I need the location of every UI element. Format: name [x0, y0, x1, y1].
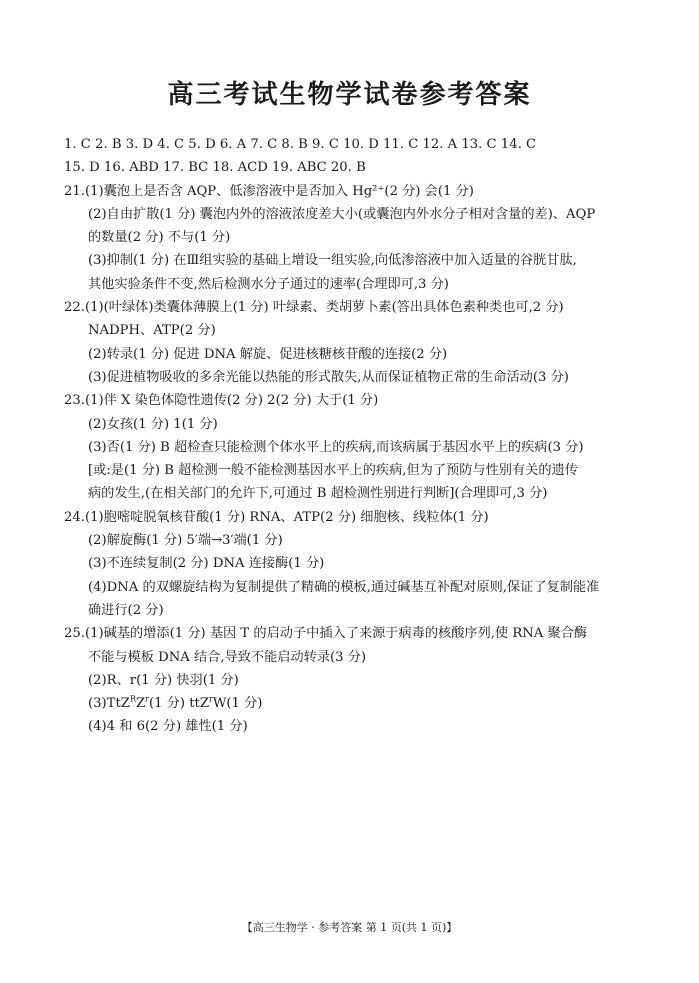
q24-line-1: 24.(1)胞嘧啶脱氧核苷酸(1 分) RNA、ATP(2 分) 细胞核、线粒体(1 分)	[64, 509, 489, 525]
q24-line-4: (4)DNA 的双螺旋结构为复制提供了精确的模板,通过碱基互补配对原则,保证了复制能准	[88, 579, 600, 595]
q25-l4-sup-r1: R	[129, 694, 136, 704]
q21-line-4: (3)抑制(1 分) 在Ⅲ组实验的基础上增设一组实验,向低渗溶液中加入适量的谷胱甘肽,	[88, 253, 577, 269]
q23-line-4: [或:是(1 分) B 超检测一般不能检测基因水平上的疾病,但为了预防与性别有关的遗传	[88, 463, 578, 479]
q21-line-5: 其他实验条件不变,然后检测水分子通过的速率(合理即可,3 分)	[88, 276, 449, 292]
page-footer: 【高三生物学 · 参考答案 第 1 页(共 1 页)】	[241, 921, 458, 934]
q21-line-2: (2)自由扩散(1 分) 囊泡内外的溶液浓度差大小(或囊泡内外水分子相对含量的差)、AQP	[88, 206, 596, 222]
q22-line-2: NADPH、ATP(2 分)	[88, 323, 216, 339]
q25-line-1: 25.(1)碱基的增添(1 分) 基因 T 的启动子中插入了来源于病毒的核酸序列,使 RNA 聚合酶	[64, 626, 588, 642]
q23-line-5: 病的发生,(在相关部门的允许下,可通过 B 超检测性别进行判断](合理即可,3 分)	[88, 486, 548, 502]
q21-line-1: 21.(1)囊泡上是否含 AQP、低渗溶液中是否加入 Hg²⁺(2 分) 会(1 分)	[64, 183, 474, 199]
q21-line-3: 的数量(2 分) 不与(1 分)	[88, 230, 231, 246]
q25-l4-part-e: (1 分) ttZ	[148, 696, 209, 712]
q25-line-4	[64, 692, 644, 715]
q25-l4-part-c: Z	[135, 696, 146, 712]
choice-answers-line-1: 1. C 2. B 3. D 4. C 5. D 6. A 7. C 8. B 9. C 10. D 11. C 12. A 13. C 14. C	[64, 137, 537, 152]
answer-content	[64, 133, 644, 739]
q25-l4-part-a: (3)TtZ	[88, 696, 130, 712]
q24-line-3: (3)不连续复制(2 分) DNA 连接酶(1 分)	[88, 556, 325, 572]
q25-l4-sup-r3: r	[209, 694, 213, 704]
q24-line-5: 确进行(2 分)	[88, 602, 164, 618]
q25-line-5: (4)4 和 6(2 分) 雄性(1 分)	[88, 719, 248, 735]
q23-line-2: (2)女孩(1 分) 1(1 分)	[88, 416, 218, 432]
q22-line-3: (2)转录(1 分) 促进 DNA 解旋、促进核糖核苷酸的连接(2 分)	[88, 346, 448, 362]
q22-line-4: (3)促进植物吸收的多余光能以热能的形式散失,从而保证植物正常的生命活动(3 分)	[88, 369, 569, 385]
q22-line-1: 22.(1)(叶绿体)类囊体薄膜上(1 分) 叶绿素、类胡萝卜素(答出具体色素种类也可,2 分)	[64, 300, 564, 316]
q23-line-1: 23.(1)伴 X 染色体隐性遗传(2 分) 2(2 分) 大于(1 分)	[64, 393, 379, 409]
q25-l4-part-g: W(1 分)	[212, 696, 263, 712]
q25-line-3: (2)R、r(1 分) 快羽(1 分)	[88, 672, 239, 688]
q25-line-2: 不能与模板 DNA 结合,导致不能启动转录(3 分)	[88, 649, 367, 665]
q23-line-3: (3)否(1 分) B 超检查只能检测个体水平上的疾病,而该病属于基因水平上的疾病(3 分)	[88, 439, 584, 455]
q24-line-2: (2)解旋酶(1 分) 5′端→3′端(1 分)	[88, 533, 283, 549]
choice-answers-line-2: 15. D 16. ABD 17. BC 18. ACD 19. ABC 20. B	[64, 160, 366, 176]
q25-l4-sup-r2: r	[145, 694, 149, 704]
page-title: 高三考试生物学试卷参考答案	[167, 80, 532, 110]
